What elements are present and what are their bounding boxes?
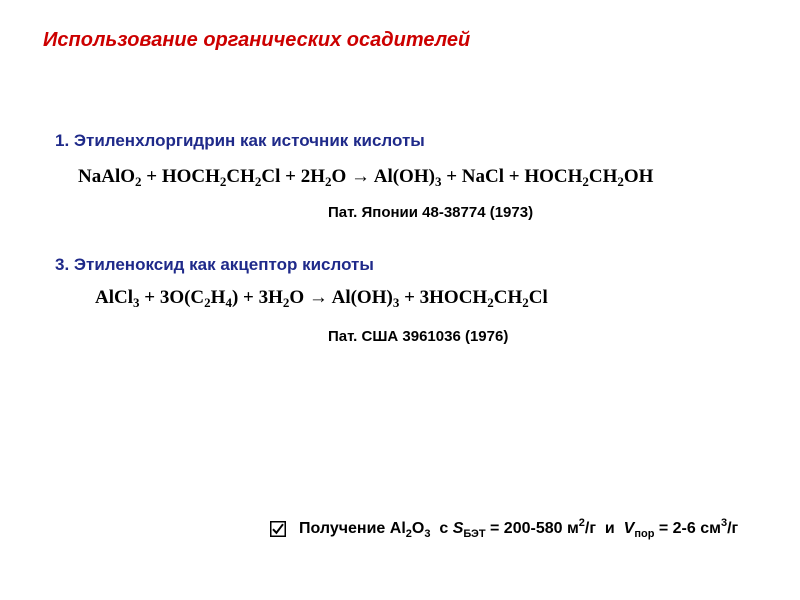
equation-2: AlCl$_3$ + $3O(C_2H_4) + 3H_2O \to Al(OH)_3$ + $3HOCH_2CH_2Cl$ bbox=[95, 287, 548, 310]
patent-reference-2: Пат. США 3961036 (1976) bbox=[328, 328, 509, 345]
equation-1: NaAlO$_2$ + $HOCH_2CH_2Cl + 2H_2O \to Al(OH)_3$ + NaCl + $HOCH_2CH_2OH$ bbox=[78, 166, 654, 189]
reaction-arrow: → bbox=[346, 166, 374, 187]
result-statement bbox=[270, 517, 739, 540]
reaction-arrow: → bbox=[304, 287, 332, 308]
checkbox-checked-icon bbox=[270, 521, 286, 537]
slide-title: Использование органических осадителей bbox=[43, 29, 471, 51]
result-text: Получение $Al_2O_3$ с $S_{БЭТ} = 200-580$ $м^2/г$ и $V_{пор} = 2-6$ $см^3/г$ bbox=[299, 517, 739, 540]
section-2-heading: 3. Этиленоксид как акцептор кислоты bbox=[55, 255, 374, 274]
patent-reference-1: Пат. Японии 48-38774 (1973) bbox=[328, 204, 534, 221]
section-1-heading: 1. Этиленхлоргидрин как источник кислоты bbox=[55, 131, 425, 150]
